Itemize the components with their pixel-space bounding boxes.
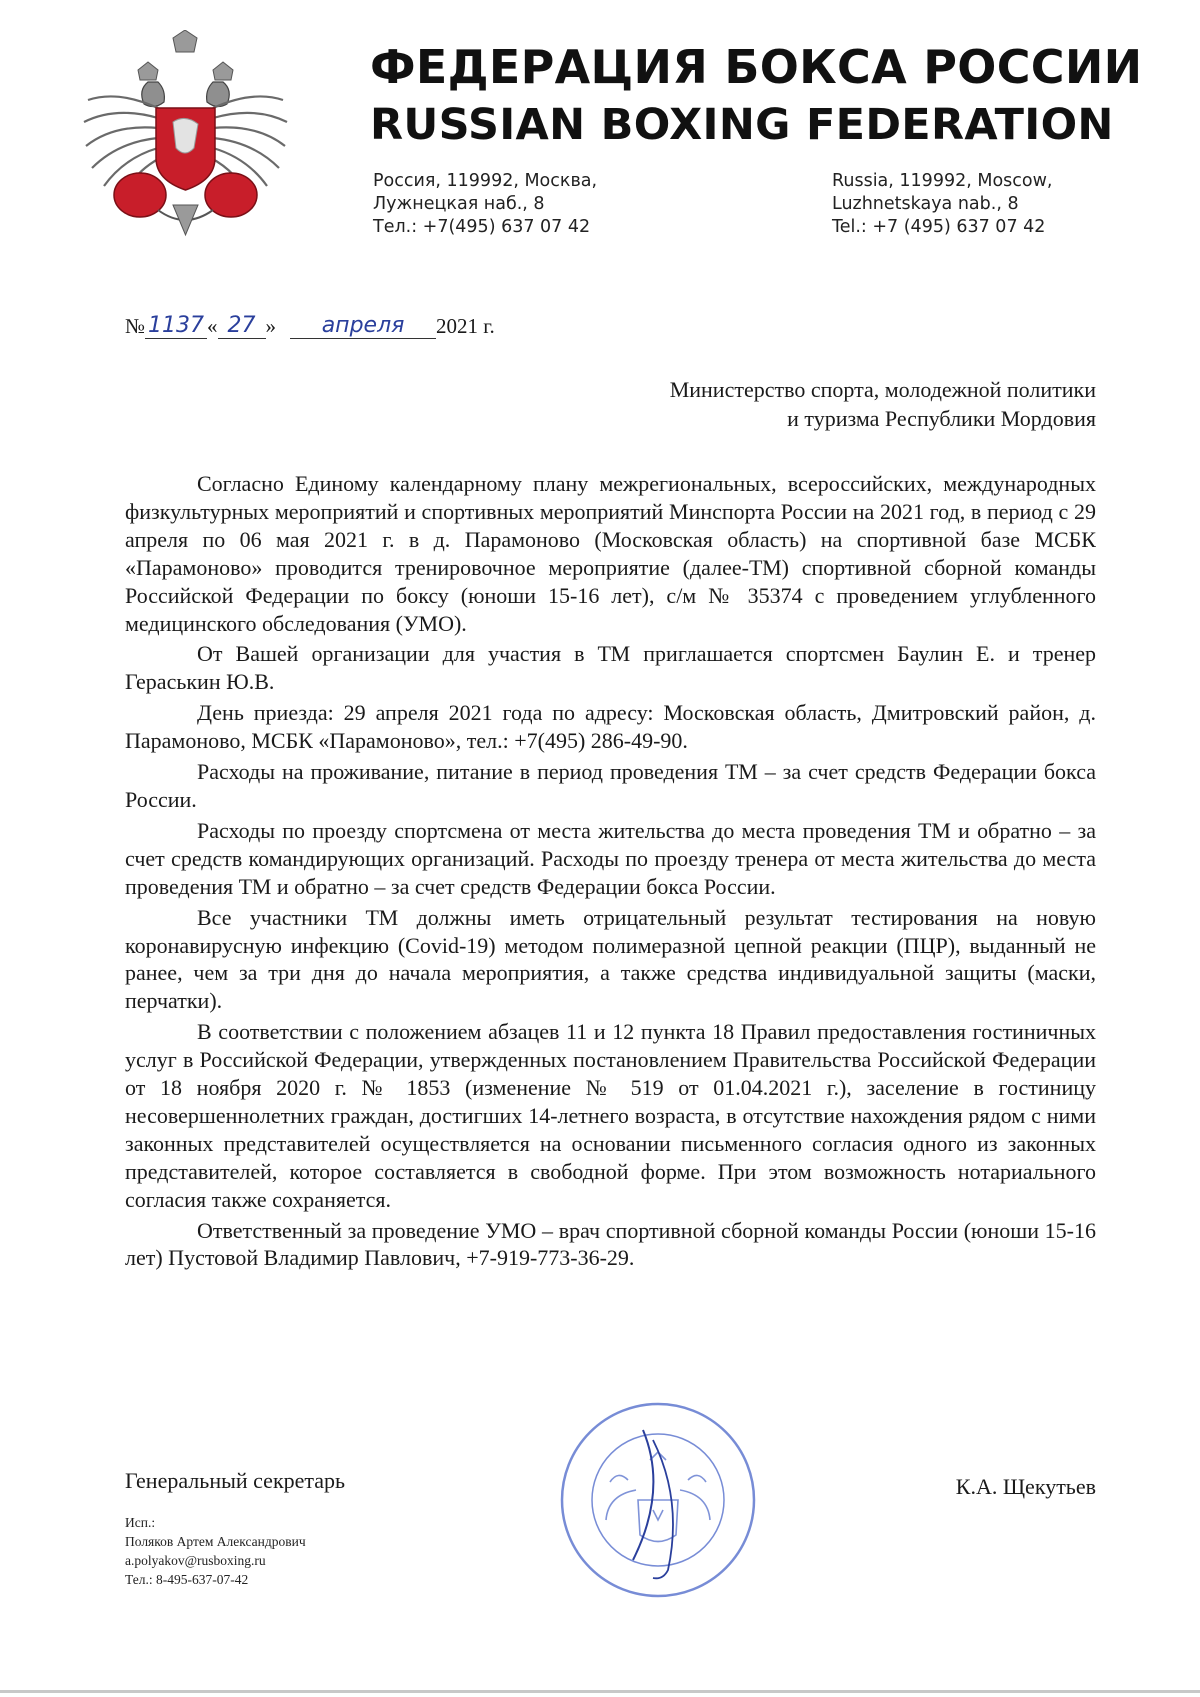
addressee-block — [670, 375, 1096, 433]
executor-name: Поляков Артем Александрович — [125, 1534, 306, 1549]
scan-edge-divider — [0, 1690, 1200, 1693]
handwritten-number: 1137 — [145, 314, 207, 339]
body-paragraph: Расходы по проезду спортсмена от места жительства до места проведения ТМ и обратно – за счет средств командирующих организаций. Расходы по проезду тренера от места жительства до места проведения ТМ и обратно – за счет средств Федерации бокса России. — [125, 817, 1096, 899]
executor-block — [125, 1513, 306, 1589]
address-en-line: Russia, 119992, Moscow, — [832, 171, 1053, 191]
number-prefix: № — [125, 314, 146, 338]
body-paragraph: Расходы на проживание, питание в период проведения ТМ – за счет средств Федерации бокса России. — [125, 759, 1096, 812]
executor-label: Исп.: — [125, 1515, 156, 1530]
address-ru-line: Тел.: +7(495) 637 07 42 — [373, 217, 591, 237]
official-round-stamp-icon — [558, 1400, 758, 1600]
day-close-quote: » — [265, 314, 277, 338]
letter-reference — [125, 314, 495, 339]
letter-body — [125, 470, 1096, 1275]
day-open-quote: « — [207, 314, 218, 338]
addressee-line: Министерство спорта, молодежной политики — [669, 377, 1096, 402]
address-ru — [373, 170, 597, 239]
body-paragraph: Согласно Единому календарному плану межрегиональных, всероссийских, международных физкультурных мероприятий и спортивных мероприятий Минспорта России на 2021 год, в период с 29 апреля по 06 мая 2021 г. в д. Парамоново (Московская область) на спортивной базе МСБК «Парамоново» проводится тренировочное мероприятие (далее-ТМ) спортивной сборной команды Российской Федерации по боксу (юноши 15-16 лет), с/м № 35374 с проведением углубленного медицинского обследования (УМО). — [125, 471, 1096, 636]
address-ru-line: Лужнецкая наб., 8 — [373, 194, 545, 214]
year-suffix: 2021 г. — [436, 314, 495, 338]
address-en-line: Luzhnetskaya nab., 8 — [832, 194, 1019, 214]
address-en-line: Tel.: +7 (495) 637 07 42 — [832, 217, 1046, 237]
signer-title: Генеральный секретарь — [125, 1468, 346, 1493]
body-paragraph: Все участники ТМ должны иметь отрицательный результат тестирования на новую коронавирусную инфекцию (Covid-19) методом полимеразной цепной реакции (ПЦР), выданный не ранее, чем за три дня до начала мероприятия, а также средства индивидуальной защиты (маски, перчатки). — [125, 904, 1096, 1014]
body-paragraph: День приезда: 29 апреля 2021 года по адресу: Московская область, Дмитровский район, д. Парамоново, МСБК «Парамоново», тел.: +7(495) 286-49-90. — [125, 700, 1096, 754]
executor-phone: Тел.: 8-495-637-07-42 — [125, 1572, 249, 1587]
org-name-ru: ФЕДЕРАЦИЯ БОКСА РОССИИ — [370, 40, 1143, 94]
signer-name: К.А. Щекутьев — [955, 1474, 1096, 1499]
address-ru-line: Россия, 119992, Москва, — [373, 171, 598, 191]
body-paragraph: Ответственный за проведение УМО – врач спортивной сборной команды России (юноши 15-16 лет) Пустовой Владимир Павлович, +7-919-773-36-29. — [125, 1217, 1096, 1271]
double-headed-eagle-emblem-icon — [78, 30, 293, 240]
handwritten-day: 27 — [218, 314, 266, 339]
handwritten-month: апреля — [290, 314, 436, 339]
addressee-line: и туризма Республики Мордовия — [787, 406, 1096, 431]
executor-email: a.polyakov@rusboxing.ru — [125, 1553, 266, 1568]
body-paragraph: В соответствии с положением абзацев 11 и 12 пункта 18 Правил предоставления гостиничных услуг в Российской Федерации, утвержденных постановлением Правительства Российской Федерации от 18 ноября 2020 г. № 1853 (изменение № 519 от 01.04.2021 г.), заселение в гостиницу несовершеннолетних граждан, достигших 14-летнего возраста, в отсутствие нахождения рядом с ними законных представителей осуществляется на основании письменного согласия одного из законных представителей, которое составляется в свободной форме. При этом возможность нотариального согласия также сохраняется. — [125, 1019, 1096, 1212]
address-en — [832, 170, 1052, 239]
body-paragraph: От Вашей организации для участия в ТМ приглашается спортсмен Баулин Е. и тренер Гераськин Ю.В. — [125, 641, 1096, 695]
org-name-en: RUSSIAN BOXING FEDERATION — [370, 100, 1114, 150]
